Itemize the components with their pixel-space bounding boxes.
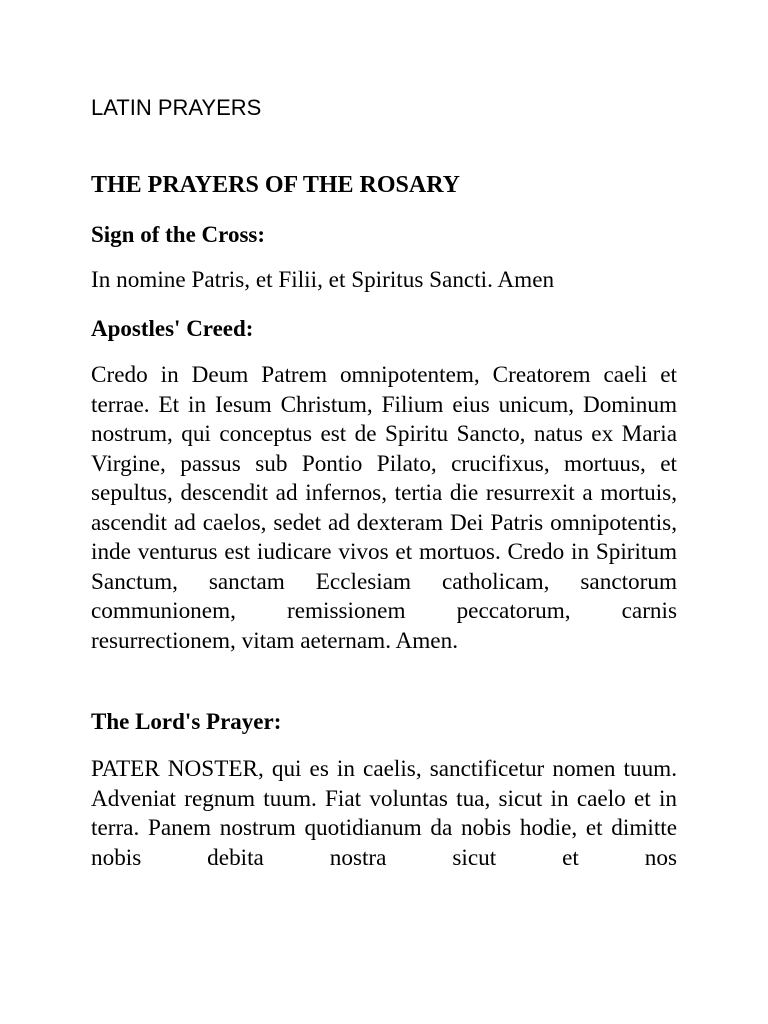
prayer-heading-lords-prayer: The Lord's Prayer: (91, 709, 282, 734)
prayer-text-sign-of-the-cross: In nomine Patris, et Filii, et Spiritus Sancti. Amen (91, 267, 555, 293)
prayer-heading-sign-of-the-cross: Sign of the Cross: (91, 222, 266, 247)
prayer-heading-apostles-creed: Apostles' Creed: (91, 316, 254, 341)
prayer-text-apostles-creed: Credo in Deum Patrem omnipotentem, Creatorem caeli et terrae. Et in Iesum Christum, Filium eius unicum, Dominum nostrum, qui conceptus est de Spiritu Sancto, natus ex Maria Virgine, passus sub Pontio Pilato, crucifixus, mortuus, et sepultus, descendit ad infernos, tertia die resurrexit a mortuis, ascendit ad caelos, sedet ad dexteram Dei Patris omnipotentis, inde venturus est iudicare vivos et mortuos. Credo in Spiritum Sanctum, sanctam Ecclesiam catholicam, sanctorum communionem, remissionem peccatorum, carnis resurrectionem, vitam aeternam. Amen. (91, 362, 677, 654)
document-title: LATIN PRAYERS (91, 95, 262, 120)
section-title: THE PRAYERS OF THE ROSARY (91, 172, 461, 198)
prayer-text-lords-prayer: PATER NOSTER, qui es in caelis, sanctificetur nomen tuum. Adveniat regnum tuum. Fiat voluntas tua, sicut in caelo et in terra. Panem nostrum quotidianum da nobis hodie, et dimitte nobis debita nostra sicut et nos (91, 756, 677, 871)
